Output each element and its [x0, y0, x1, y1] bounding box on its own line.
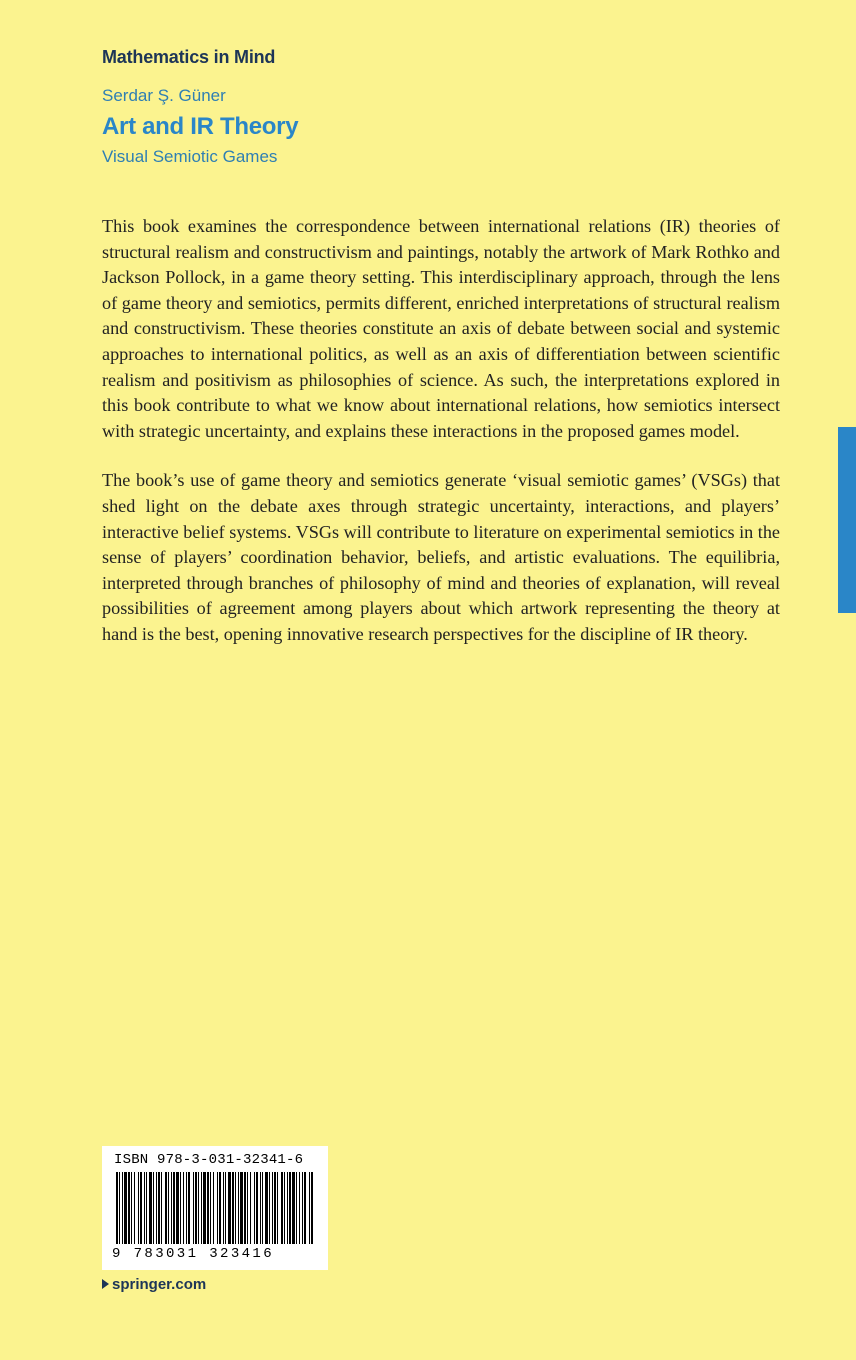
barcode-bar [260, 1172, 261, 1244]
barcode-bar [186, 1172, 187, 1244]
barcode-bar [176, 1172, 179, 1244]
barcode-bar [161, 1172, 162, 1244]
barcode-bar [292, 1172, 295, 1244]
barcode-bar [203, 1172, 206, 1244]
barcode-bar [240, 1172, 243, 1244]
barcode-bar [131, 1172, 132, 1244]
barcode-bar [144, 1172, 145, 1244]
barcode-bar [269, 1172, 270, 1244]
description-paragraph-1: This book examines the correspondence between international relations (IR) theories of structural realism and constructivism and paintings, notably the artwork of Mark Rothko and Jackson Pollock, in a game theory setting. This interdisciplinary approach, through the lens of game theory and semiotics, permits different, enriched interpretations of structural realism and constructivism. These theories constitute an axis of debate between social and systemic approaches to international politics, as well as an axis of differentiation between scientific realism and positivism as philosophies of science. As such, the interpretations explored in this book contribute to what we know about international relations, how semiotics intersect with strategic uncertainty, and explains these interactions in the proposed games model. [102, 216, 780, 441]
barcode-bar [210, 1172, 211, 1244]
barcode-bar [262, 1172, 263, 1244]
barcode-bar [284, 1172, 285, 1244]
barcode-bar [173, 1172, 175, 1244]
barcode-bar [128, 1172, 130, 1244]
barcode-bar [188, 1172, 190, 1244]
barcode-bar [207, 1172, 209, 1244]
book-description [102, 214, 780, 672]
barcode-bar [171, 1172, 172, 1244]
barcode-bar [217, 1172, 218, 1244]
barcode-bar [140, 1172, 142, 1244]
book-title: Art and IR Theory [102, 113, 299, 140]
barcode-bar [146, 1172, 147, 1244]
barcode-bar [183, 1172, 184, 1244]
barcode-bar [235, 1172, 236, 1244]
barcode-bar [119, 1172, 120, 1244]
barcode-bar [302, 1172, 303, 1244]
book-subtitle: Visual Semiotic Games [102, 147, 278, 166]
barcode-bar [219, 1172, 221, 1244]
barcode-bar [254, 1172, 255, 1244]
barcode-bar [124, 1172, 127, 1244]
barcode-bar [244, 1172, 246, 1244]
barcode-bar [281, 1172, 283, 1244]
barcode-image [110, 1172, 320, 1248]
barcode-bar [225, 1172, 226, 1244]
barcode-bar [309, 1172, 310, 1244]
barcode-bar [168, 1172, 169, 1244]
barcode-bar [272, 1172, 273, 1244]
barcode-bar [213, 1172, 214, 1244]
barcode-bar [299, 1172, 300, 1244]
barcode-bar [289, 1172, 291, 1244]
author-name: Serdar Ş. Güner [102, 86, 226, 105]
barcode-bar [122, 1172, 123, 1244]
barcode-bar [195, 1172, 197, 1244]
description-paragraph-2: The book’s use of game theory and semiotics generate ‘visual semiotic games’ (VSGs) that shed light on the debate axes through strategic uncertainty, interactions, and players’ interactive belief systems. VSGs will contribute to literature on experimental semiotics in the sense of players’ coordination behavior, beliefs, and artistic evaluations. The equilibria, interpreted through branches of philosophy of mind and theories of explanation, will reveal possibilities of agreement among players about which artwork representing the theory at hand is the best, opening innovative research perspectives for the discipline of IR theory. [102, 470, 780, 644]
publisher-text: springer.com [112, 1276, 207, 1293]
barcode-bar [153, 1172, 154, 1244]
barcode-digits: 9 783031 323416 [112, 1246, 275, 1262]
barcode-bar [228, 1172, 231, 1244]
barcode-bar [296, 1172, 297, 1244]
barcode-bar [180, 1172, 181, 1244]
barcode-bar [134, 1172, 135, 1244]
barcode-bar [149, 1172, 152, 1244]
barcode-bar [193, 1172, 194, 1244]
barcode-bar [274, 1172, 276, 1244]
barcode-bar [311, 1172, 313, 1244]
spine-color-tab [838, 427, 856, 613]
barcode-bar [138, 1172, 139, 1244]
barcode-bar [287, 1172, 288, 1244]
series-name: Mathematics in Mind [102, 47, 276, 67]
barcode-bar [304, 1172, 306, 1244]
barcode-bar [238, 1172, 239, 1244]
publisher-link[interactable] [102, 1276, 206, 1293]
barcode-bar [232, 1172, 234, 1244]
arrow-right-icon [102, 1279, 109, 1289]
barcode-bar [201, 1172, 202, 1244]
barcode-bar [198, 1172, 199, 1244]
barcode-bar [116, 1172, 118, 1244]
isbn-barcode-box [102, 1146, 328, 1270]
barcode-bar [156, 1172, 157, 1244]
barcode-bar [223, 1172, 224, 1244]
barcode-bar [250, 1172, 251, 1244]
barcode-bar [165, 1172, 167, 1244]
barcode-bar [265, 1172, 268, 1244]
isbn-label: ISBN 978-3-031-32341-6 [114, 1152, 304, 1168]
barcode-bar [247, 1172, 248, 1244]
barcode-bar [277, 1172, 278, 1244]
barcode-bar [256, 1172, 258, 1244]
barcode-bar [158, 1172, 160, 1244]
